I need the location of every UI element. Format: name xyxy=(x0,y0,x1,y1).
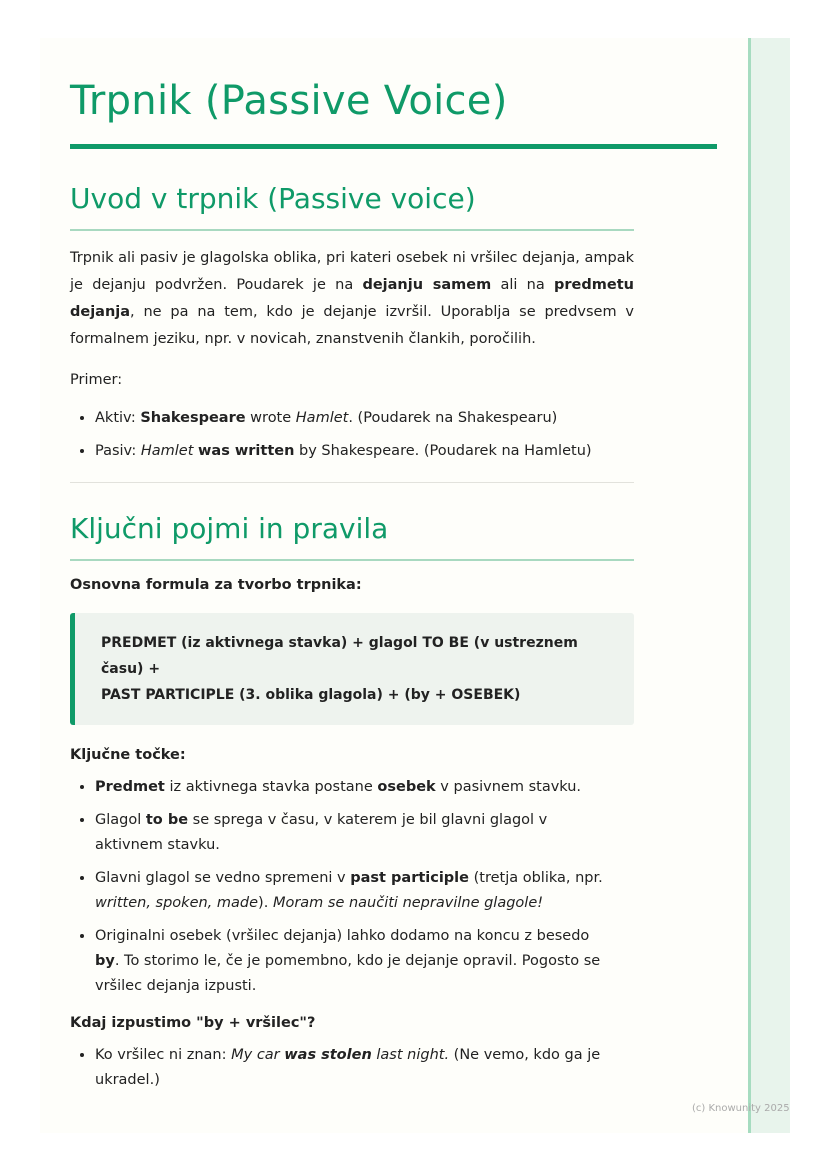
list-item: • Originalni osebek (vršilec dejanja) lahko dodamo na koncu z besedo by. To storimo le, če je pomembno, kdo je dejanje opravil. Pogosto se vršilec dejanja izpusti. xyxy=(95,924,615,999)
omit-label: Kdaj izpustimo "by + vršilec"? xyxy=(70,1015,316,1031)
example-label: Primer: xyxy=(70,372,123,388)
list-item: • Glavni glagol se vedno spremeni v past participle (tretja oblika, npr. written, spoken, made). Moram se naučiti nepravilne glagole! xyxy=(95,866,615,916)
formula-box xyxy=(70,613,634,725)
margin-strip xyxy=(748,38,790,1133)
document-page xyxy=(40,38,790,1133)
title-rule xyxy=(70,144,717,149)
section-heading-intro: Uvod v trpnik (Passive voice) xyxy=(70,182,476,215)
list-item: • Aktiv: Shakespeare wrote Hamlet. (Poudarek na Shakespearu) xyxy=(95,406,634,431)
points-list xyxy=(70,775,615,999)
heading-rule xyxy=(70,559,634,561)
list-item: • Ko vršilec ni znan: My car was stolen last night. (Ne vemo, kdo ga je ukradel.) xyxy=(95,1043,615,1093)
formula-label: Osnovna formula za tvorbo trpnika: xyxy=(70,577,362,593)
intro-paragraph: Trpnik ali pasiv je glagolska oblika, pri kateri osebek ni vršilec dejanja, ampak je dejanju podvržen. Poudarek je na dejanju samem ali na predmetu dejanja, ne pa na tem, kdo je dejanje izvršil. Uporablja se predvsem v formalnem jeziku, npr. v novicah, znanstvenih člankih, poročilih. xyxy=(70,250,634,347)
example-list xyxy=(70,406,634,464)
page-title: Trpnik (Passive Voice) xyxy=(70,78,508,124)
list-item: • Pasiv: Hamlet was written by Shakespeare. (Poudarek na Hamletu) xyxy=(95,439,634,464)
list-item: • Glagol to be se sprega v času, v katerem je bil glavni glagol v aktivnem stavku. xyxy=(95,808,615,858)
omit-list xyxy=(70,1043,615,1093)
section-heading-rules: Ključni pojmi in pravila xyxy=(70,512,389,545)
formula-line: PAST PARTICIPLE (3. oblika glagola) + (by + OSEBEK) xyxy=(101,687,521,703)
formula-line: PREDMET (iz aktivnega stavka) + glagol TO BE (v ustreznem času) + xyxy=(101,635,578,677)
section-divider xyxy=(70,482,634,483)
points-label: Ključne točke: xyxy=(70,747,186,763)
copyright-footer: (c) Knowunity 2025 xyxy=(692,1103,790,1114)
list-item: • Predmet iz aktivnega stavka postane osebek v pasivnem stavku. xyxy=(95,775,615,800)
heading-rule xyxy=(70,229,634,231)
